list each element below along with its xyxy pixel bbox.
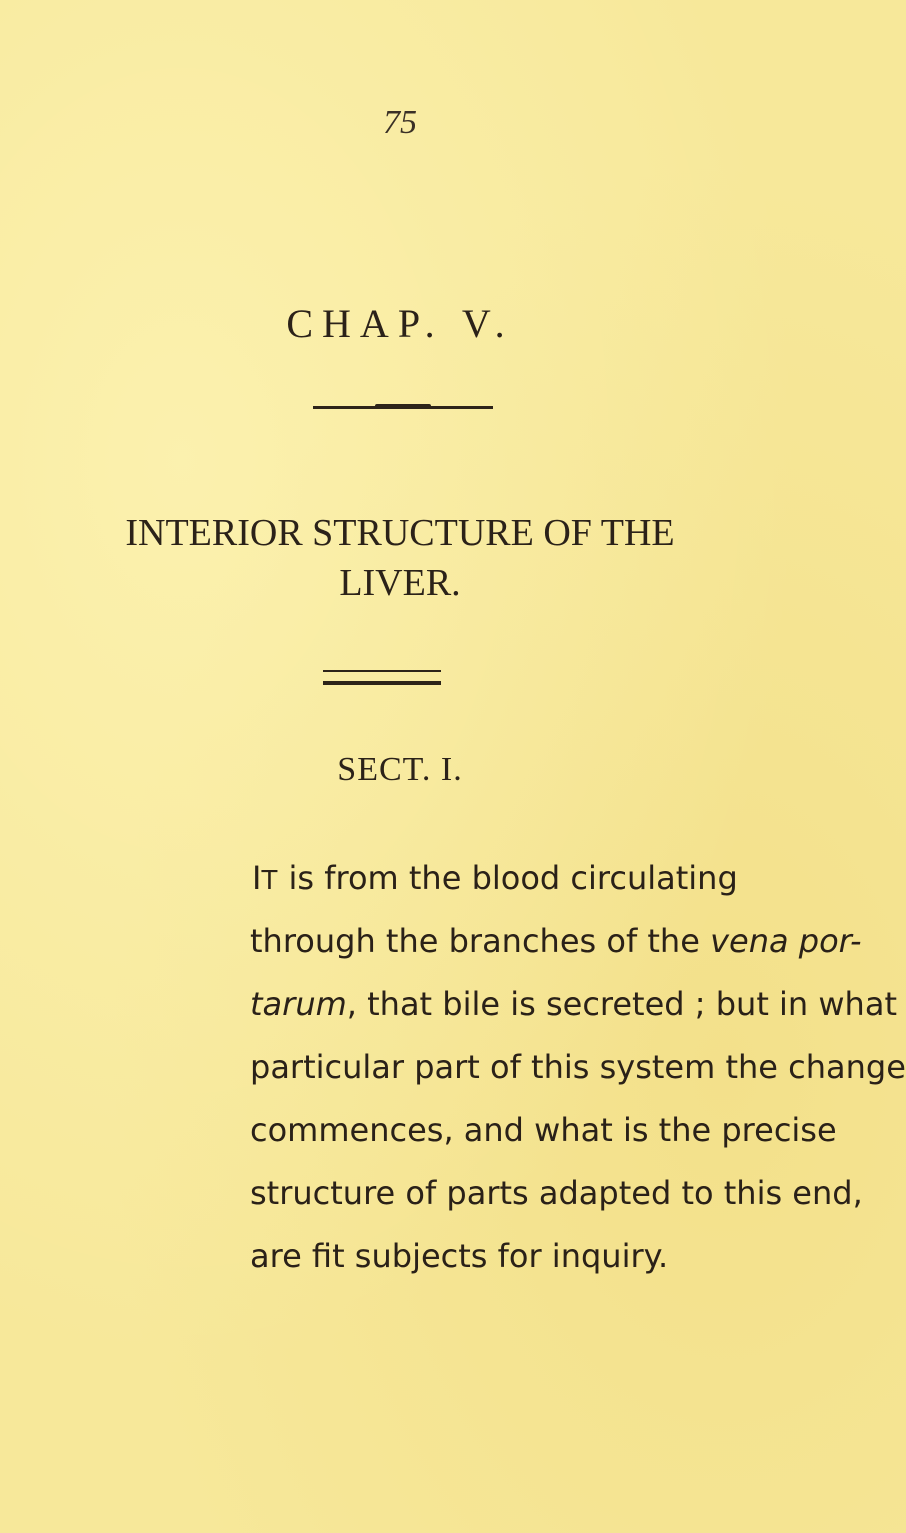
text-line-1 [252,848,738,908]
smallcaps: T [261,866,279,896]
text-line-2 [250,911,862,971]
text-line-3-text: , that bile is secreted ; but in what [346,985,897,1023]
text-line-5: commences, and what is the precise [250,1111,837,1149]
dropcap: I [252,859,262,897]
text-line-2-italic: vena por- [710,922,862,960]
section-heading-line-1: INTERIOR STRUCTURE OF THE [125,512,675,554]
page-number: 75 [383,104,417,141]
text-line-6: structure of parts adapted to this end, [250,1174,863,1212]
text-line-4: particular part of this system the change [250,1048,906,1086]
sect-label: SECT. I. [337,751,463,788]
chapter-title: CHAP. V. [286,301,514,346]
text-line-1-rest: is from the blood circulating [278,859,738,897]
section-heading-line-2: LIVER. [339,562,461,604]
text-line-7: are fit subjects for inquiry. [250,1237,669,1275]
text-line-3-italic: tarum [250,985,347,1023]
text-line-2-text: through the branches of the [250,922,711,960]
double-rule [323,670,441,685]
ornamental-rule [313,406,493,409]
section-heading [0,508,800,608]
ornamental-rule-swell [375,404,431,408]
text-line-3 [250,974,897,1034]
